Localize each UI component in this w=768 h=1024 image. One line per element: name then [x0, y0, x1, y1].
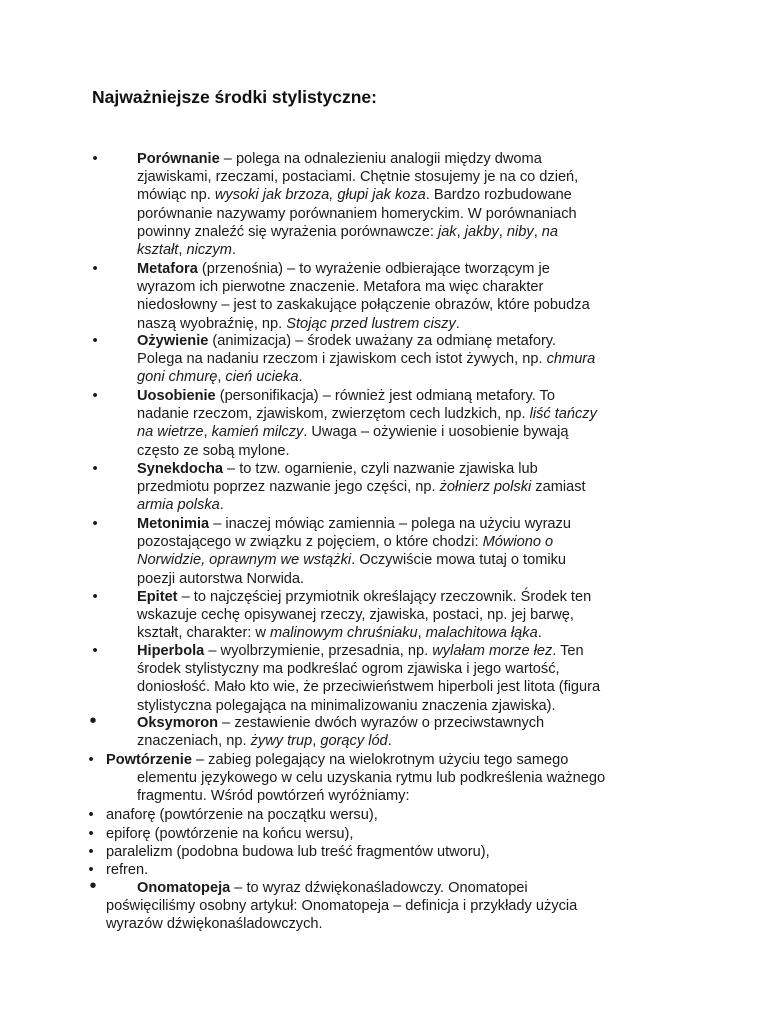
example-text: żywy trup — [250, 733, 313, 750]
term-label: Oksymoron — [137, 715, 219, 731]
example-text: cień ucieka — [225, 369, 299, 386]
bullet-icon: • — [88, 826, 94, 842]
list-item-line — [137, 515, 571, 533]
body-text: powinny znaleźć się wyrażenia porównawcze: — [137, 223, 438, 240]
body-text: – zabieg polegający na wielokrotnym użyciu tego samego — [191, 752, 569, 768]
body-text: (przenośnia) – to wyrażenie odbierające tworzącym je — [197, 261, 550, 277]
bullet-icon: • — [92, 261, 98, 277]
list-item-line — [137, 697, 556, 715]
example-text: malachitowa łąka — [425, 625, 538, 642]
list-item-line — [106, 897, 577, 915]
list-item — [0, 260, 640, 333]
list-item-line — [106, 825, 353, 843]
body-text: (personifikacja) – również jest odmianą metafory. To — [215, 388, 555, 404]
bullet-icon: • — [89, 710, 97, 732]
body-text: , — [533, 223, 542, 240]
term-label: Porównanie — [137, 151, 220, 167]
list-item-line — [106, 843, 490, 861]
example-text: kamień milczy — [211, 424, 304, 441]
body-text: anaforę (powtórzenie na początku wersu), — [106, 807, 378, 823]
list-item — [0, 843, 640, 861]
bullet-icon: • — [92, 643, 98, 659]
body-text: – polega na odnalezieniu analogii między dwoma — [219, 151, 542, 167]
list-item-line — [137, 315, 460, 333]
list-item-line — [137, 368, 303, 386]
list-item-line — [137, 168, 578, 186]
body-text: wyrazom ich pierwotne znaczenie. Metafora ma więc charakter — [137, 279, 544, 296]
body-text: , — [498, 223, 507, 240]
bullet-icon: • — [88, 844, 94, 860]
body-text: doniosłość. Mało kto wie, że przeciwieństwem hiperboli jest litota (figura — [137, 679, 601, 696]
list-item-line — [137, 787, 410, 805]
list-item-line — [137, 350, 595, 368]
list-item-line — [137, 442, 290, 460]
body-text: często ze sobą mylone. — [137, 442, 290, 459]
list-item-line — [137, 278, 543, 296]
list-item-line — [137, 332, 556, 350]
bullet-icon: • — [89, 875, 97, 897]
list-item-line — [137, 714, 544, 732]
body-text: . — [455, 315, 460, 332]
list-item-line — [106, 861, 148, 879]
list-item — [0, 515, 640, 588]
list-item-line — [106, 751, 568, 769]
body-text: epiforę (powtórzenie na końcu wersu), — [106, 826, 354, 842]
example-text: liść tańczy — [529, 406, 597, 423]
example-text: niczym — [186, 242, 232, 258]
list-item-line — [137, 551, 566, 569]
list-item-line — [137, 205, 577, 223]
bullet-icon: • — [92, 461, 98, 477]
example-text: na wietrze — [137, 424, 204, 441]
body-text: – zestawienie dwóch wyrazów o przeciwstawnych — [218, 715, 545, 731]
term-label: Metonimia — [137, 516, 210, 532]
bullet-icon: • — [92, 388, 98, 404]
body-text: – inaczej mówiąc zamiennia – polega na użyciu wyrazu — [209, 516, 571, 532]
body-text: elementu językowego w celu uzyskania rytmu lub podkreślenia ważnego — [137, 770, 606, 787]
body-text: . Ten — [552, 643, 584, 659]
list-item-line — [137, 642, 584, 660]
body-text: . Uwaga – ożywienie i uosobienie bywają — [303, 424, 569, 441]
body-text: . — [537, 625, 542, 642]
body-text: kształt, charakter: w — [137, 625, 271, 642]
body-text: wskazuje cechę opisywanej rzeczy, zjawiska, postaci, np. jej barwę, — [137, 607, 574, 624]
example-text: kształt — [137, 242, 179, 258]
example-text: wylałam morze łez — [432, 643, 553, 659]
list-item-line — [137, 678, 600, 696]
example-text: malinowym chruśniaku — [270, 625, 418, 642]
list-item — [0, 875, 640, 934]
list-item — [0, 710, 640, 750]
list-item-line — [137, 405, 597, 423]
list-item — [0, 642, 640, 715]
list-item-line — [137, 588, 591, 606]
example-text: gorący lód — [320, 733, 388, 750]
list-item-line — [106, 915, 323, 933]
term-label: Uosobienie — [137, 388, 216, 404]
list-item-line — [137, 533, 553, 551]
list-item-line — [137, 732, 392, 750]
body-text: . — [298, 369, 303, 386]
example-text: jakby — [464, 223, 499, 240]
body-text: poświęciliśmy osobny artykuł: Onomatopeja – definicja i przykłady użycia — [106, 898, 578, 915]
list-item — [0, 588, 640, 643]
body-text: Polega na nadaniu rzeczom i zjawiskom cech istot żywych, np. — [137, 351, 547, 368]
body-text: pozostającego w związku z pojęciem, o które chodzi: — [137, 534, 483, 551]
list-item-line — [137, 660, 560, 678]
bullet-icon: • — [92, 516, 98, 532]
bullet-icon: • — [92, 589, 98, 605]
body-text: naszą wyobraźnię, np. — [137, 315, 287, 332]
body-text: stylistyczna polegająca na minimalizowaniu znaczenia zjawiska). — [137, 697, 556, 714]
term-label: Powtórzenie — [106, 752, 192, 768]
list-item-line — [106, 806, 378, 824]
body-text: zamiast — [531, 479, 586, 496]
list-item-line — [137, 423, 569, 441]
list-item-line — [137, 296, 590, 314]
term-label: Hiperbola — [137, 643, 205, 659]
list-item — [0, 460, 640, 515]
example-text: chmura — [546, 351, 596, 368]
term-label: Ożywienie — [137, 333, 209, 349]
body-text: mówiąc np. — [137, 187, 215, 204]
body-text: . — [219, 497, 224, 514]
list-item — [0, 387, 640, 460]
example-text: Mówiono o — [482, 534, 554, 551]
example-text: Stojąc przed lustrem ciszy — [286, 315, 456, 332]
list-item-line — [137, 460, 538, 478]
example-text: Norwidzie, oprawnym we wstążki — [137, 552, 352, 569]
term-label: Metafora — [137, 261, 198, 277]
body-text: paralelizm (podobna budowa lub treść fragmentów utworu), — [106, 844, 490, 860]
list-item — [0, 825, 640, 843]
body-text: – to wyraz dźwiękonaśladowczy. Onomatopei — [230, 880, 528, 896]
bullet-icon: • — [88, 807, 94, 823]
body-text: wyrazów dźwiękonaśladowczych. — [106, 916, 323, 933]
body-text: , — [456, 223, 465, 240]
body-text: . — [231, 242, 236, 258]
example-text: jak — [437, 223, 457, 240]
list-item — [0, 751, 640, 806]
body-text: , — [312, 733, 321, 750]
body-text: , — [178, 242, 187, 258]
body-text: . — [387, 733, 392, 750]
body-text: – wyolbrzymienie, przesadnia, np. — [204, 643, 433, 659]
list-item-line — [137, 606, 574, 624]
term-label: Epitet — [137, 589, 178, 605]
list-item-line — [137, 150, 542, 168]
body-text: niedosłowny – jest to zaskakujące połączenie obrazów, które pobudza — [137, 297, 590, 314]
body-text: środek stylistyczny ma podkreślać ogrom zjawiska i jego wartość, — [137, 661, 560, 678]
list-item-line — [137, 387, 555, 405]
body-text: refren. — [106, 862, 149, 878]
list-item-line — [137, 260, 550, 278]
body-text: (animizacja) – środek uważany za odmianę metafory. — [208, 333, 557, 349]
body-text: porównanie nazywamy porównaniem homeryckim. W porównaniach — [137, 205, 577, 222]
list-item-line — [137, 241, 236, 259]
bullet-icon: • — [92, 333, 98, 349]
example-text: na — [541, 223, 559, 240]
list-item-line — [137, 478, 586, 496]
term-label: Synekdocha — [137, 461, 223, 477]
list-item-line — [137, 496, 224, 514]
bullet-icon: • — [92, 151, 98, 167]
list-item-line — [137, 223, 558, 241]
body-text: zjawiskami, rzeczami, postaciami. Chętnie stosujemy je na co dzień, — [137, 169, 579, 186]
body-text: poezji autorstwa Norwida. — [137, 570, 305, 587]
list-item-line — [137, 570, 304, 588]
example-text: goni chmurę — [137, 369, 218, 386]
example-text: armia polska — [137, 497, 220, 514]
body-text: – to tzw. ogarnienie, czyli nazwanie zjawiska lub — [222, 461, 538, 477]
list-item-line — [137, 624, 542, 642]
list-item — [0, 150, 640, 259]
body-text: . Oczywiście mowa tutaj o tomiku — [351, 552, 567, 569]
body-text: przedmiotu poprzez nazwanie jego części, np. — [137, 479, 440, 496]
page-title: Najważniejsze środki stylistyczne: — [92, 87, 377, 107]
bullet-icon: • — [88, 862, 94, 878]
list-item — [0, 806, 640, 824]
term-label: Onomatopeja — [137, 880, 231, 896]
list-item — [0, 332, 640, 387]
body-text: , — [217, 369, 226, 386]
example-text: niby — [506, 223, 534, 240]
list-item-line — [137, 769, 605, 787]
example-text: wysoki jak brzoza, głupi jak koza — [214, 187, 426, 204]
list-item-line — [137, 879, 528, 897]
bullet-icon: • — [88, 752, 94, 768]
body-text: . Bardzo rozbudowane — [425, 187, 572, 204]
body-text: znaczeniach, np. — [137, 733, 251, 750]
body-text: nadanie rzeczom, zjawiskom, zwierzętom cech ludzkich, np. — [137, 406, 530, 423]
list-item-line — [137, 186, 572, 204]
body-text: – to najczęściej przymiotnik określający rzeczownik. Środek ten — [177, 589, 592, 605]
body-text: fragmentu. Wśród powtórzeń wyróżniamy: — [137, 788, 410, 805]
body-text: , — [417, 625, 426, 642]
body-text: , — [203, 424, 212, 441]
example-text: żołnierz polski — [439, 479, 532, 496]
